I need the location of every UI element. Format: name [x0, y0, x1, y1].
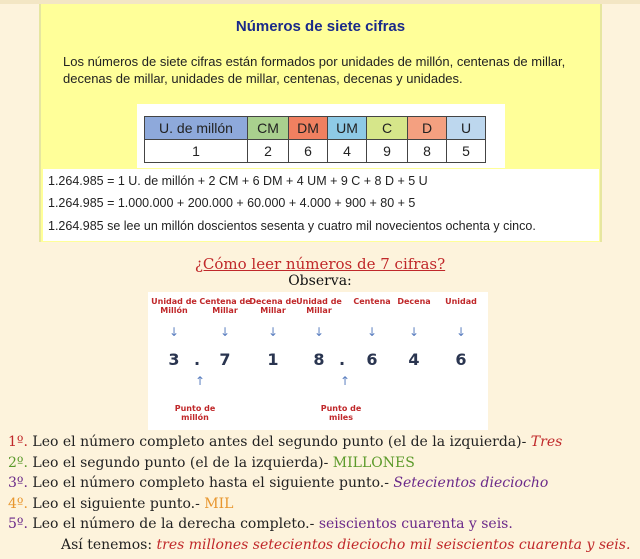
step-number: 4º.: [8, 495, 28, 512]
arrow-down-icon: ↓: [168, 325, 180, 339]
arrow-up-icon: ↑: [339, 374, 351, 388]
pv-header-u: U: [447, 117, 486, 140]
pv-value: 6: [289, 140, 328, 163]
final-answer: tres millones setecientos dieciocho mil seiscientos cuarenta y seis.: [156, 536, 631, 553]
step-item: [8, 514, 638, 535]
step-number: 1º.: [8, 434, 28, 450]
equation-line: 1.264.985 = 1.000.000 + 200.000 + 60.000 + 4.000 + 900 + 80 + 5: [48, 196, 416, 210]
pv-header-dm: DM: [289, 117, 328, 140]
diagram-label-decena-millar: Decena de Millar: [249, 297, 297, 315]
step-text: Leo el siguiente punto.-: [27, 495, 205, 512]
arrow-down-icon: ↓: [313, 325, 325, 339]
step-item: [8, 473, 638, 494]
point-label-millon: Punto de millón: [174, 404, 216, 422]
pv-header-umil: UM: [328, 117, 367, 140]
diagram-digit: 8: [313, 350, 325, 369]
diagram-digit: 6: [366, 350, 378, 369]
step-number: 3º.: [8, 475, 28, 491]
pv-header-um: U. de millón: [145, 117, 248, 140]
diagram-digit: 4: [408, 350, 420, 369]
pv-value: 1: [145, 140, 248, 163]
diagram-digit: 1: [267, 350, 279, 369]
pv-value: 8: [408, 140, 447, 163]
arrow-down-icon: ↓: [267, 325, 279, 339]
card-title: Números de siete cifras: [235, 18, 406, 35]
diagram-digit: 3: [168, 350, 180, 369]
diagram-dot-millon: .: [194, 350, 201, 369]
step-answer: seiscientos cuarenta y seis.: [318, 516, 513, 532]
diagram-digit: 6: [455, 350, 467, 369]
section-heading: ¿Cómo leer números de 7 cifras?: [194, 255, 446, 273]
step-item: [8, 432, 638, 453]
step-text: Leo el segundo punto (el de la izquierda)-: [27, 454, 333, 471]
equation-line: 1.264.985 se lee un millón doscientos sesenta y cuatro mil novecientos ochenta y cinco.: [48, 219, 536, 233]
diagram-label-decena: Decena: [397, 297, 431, 306]
observa-label: Observa:: [288, 273, 352, 289]
steps-list: [8, 432, 638, 555]
step-text: Leo el número de la derecha completo.-: [27, 516, 319, 532]
equations-panel: [43, 169, 599, 241]
pv-value: 2: [248, 140, 289, 163]
arrow-up-icon: ↑: [194, 374, 206, 388]
step-answer: MILLONES: [332, 454, 415, 471]
pv-value: 9: [367, 140, 408, 163]
reading-diagram: [148, 292, 488, 430]
step-answer: MIL: [204, 495, 234, 512]
diagram-label-unidad: Unidad: [445, 297, 477, 306]
diagram-label-centena-millar: Centena de Millar: [199, 297, 251, 315]
arrow-down-icon: ↓: [455, 325, 467, 339]
pv-header-d: D: [408, 117, 447, 140]
pv-value: 4: [328, 140, 367, 163]
step-item: [8, 453, 638, 474]
place-value-table-wrap: [137, 104, 505, 168]
step-text: Leo el número completo hasta el siguiente punto.-: [27, 475, 394, 491]
step-number: 5º.: [8, 516, 28, 532]
card-text: Los números de siete cifras están formados por unidades de millón, centenas de millar, decenas de millar, unidades de millar, centenas, decenas y unidades.: [63, 54, 566, 86]
step-answer: Setecientos dieciocho: [393, 475, 549, 491]
step-number: 2º.: [8, 454, 28, 471]
place-value-table: [144, 116, 486, 163]
diagram-label-centena: Centena: [353, 297, 391, 306]
arrow-down-icon: ↓: [219, 325, 231, 339]
diagram-label-unidad-millar: Unidad de Millar: [296, 297, 342, 315]
point-label-miles: Punto de miles: [320, 404, 362, 422]
diagram-dot-miles: .: [339, 350, 346, 369]
arrow-down-icon: ↓: [408, 325, 420, 339]
step-item: [8, 494, 638, 515]
final-prefix: Así tenemos:: [61, 536, 157, 553]
step-answer: Tres: [530, 434, 563, 450]
pv-value: 5: [447, 140, 486, 163]
final-line: [8, 535, 638, 556]
pv-header-cm: CM: [248, 117, 289, 140]
arrow-down-icon: ↓: [366, 325, 378, 339]
step-text: Leo el número completo antes del segundo punto (el de la izquierda)-: [27, 434, 531, 450]
diagram-digit: 7: [219, 350, 231, 369]
diagram-label-unidad-millon: Unidad de Millón: [151, 297, 197, 315]
pv-header-c: C: [367, 117, 408, 140]
equation-line: 1.264.985 = 1 U. de millón + 2 CM + 6 DM + 4 UM + 9 C + 8 D + 5 U: [48, 174, 428, 188]
